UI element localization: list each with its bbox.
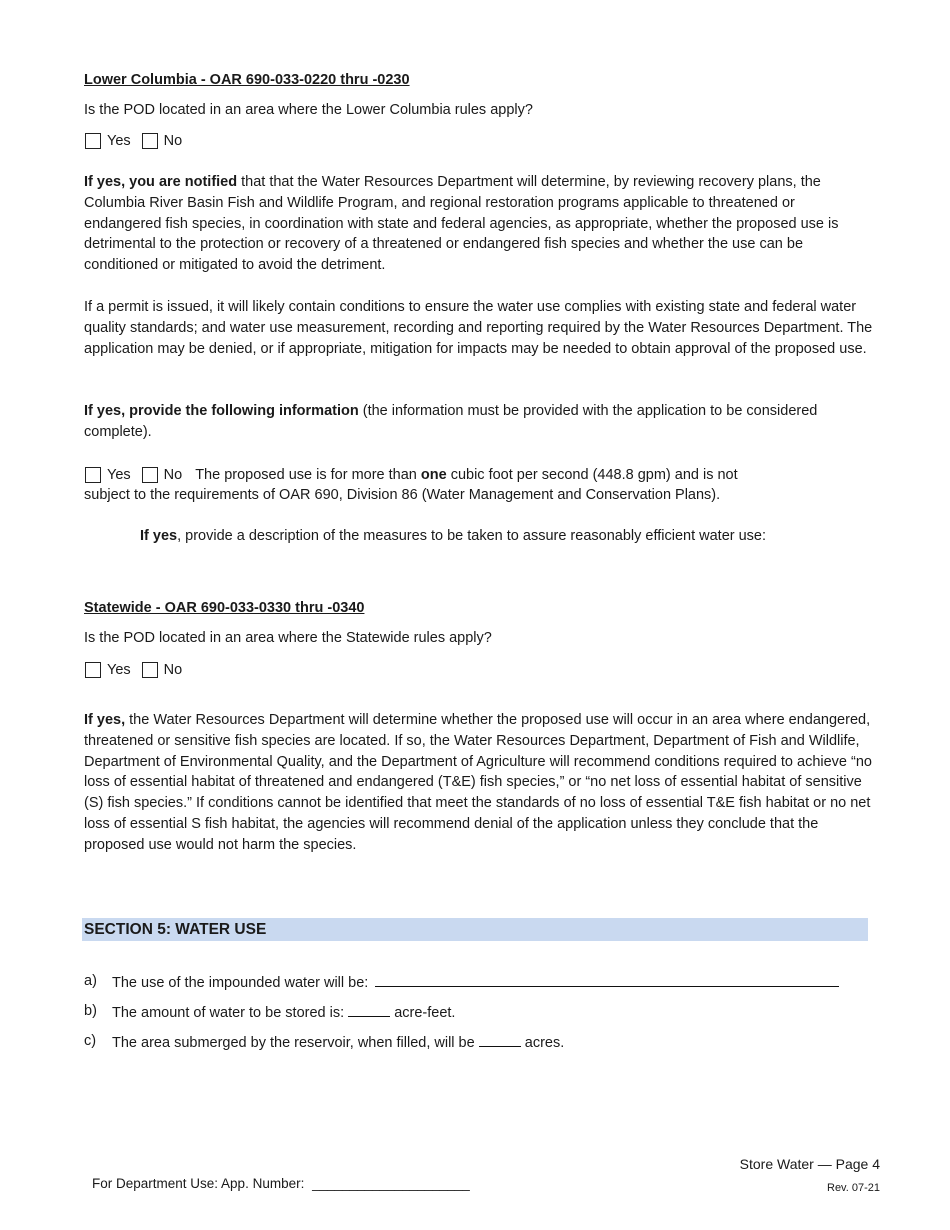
provide-paragraph xyxy=(84,401,874,443)
statewide-yes-label: Yes xyxy=(107,662,131,678)
lower-columbia-yes-label: Yes xyxy=(107,133,131,149)
lower-columbia-yes-checkbox[interactable] xyxy=(85,133,101,149)
page-label: Store Water — Page 4 xyxy=(739,1156,880,1172)
notified-text: that that the Water Resources Department will determine, by reviewing recovery plans, the Columbia River Basin Fish and Wildlife Program, and regional restoration programs applicable to threatened or endangered fish species, in coordination with state and federal agencies, as appropriate, whether the proposed use is detrimental to the protection or recovery of a threatened or endangered fish species and whether the use can be conditioned or mitigated to avoid the detriment. xyxy=(84,174,839,274)
cfs-text-3: subject to the requirements of OAR 690, Division 86 (Water Management and Conservation Plans). xyxy=(84,487,721,503)
statewide-ifyes-bold: If yes, xyxy=(84,712,126,728)
lower-columbia-heading: Lower Columbia - OAR 690-033-0220 thru -0230 xyxy=(84,72,410,88)
notified-paragraph xyxy=(84,172,874,276)
permit-paragraph: If a permit is issued, it will likely contain conditions to ensure the water use complies with existing state and federal water quality standards; and water use measurement, recording and reporting required by the Water Resources Department. The application may be denied, or if appropriate, mitigation for impacts may be needed to obtain approval of the proposed use. xyxy=(84,299,873,357)
revision-label: Rev. 07-21 xyxy=(827,1182,880,1194)
measures-bold: If yes xyxy=(140,528,178,544)
statewide-no-label: No xyxy=(163,662,183,678)
lower-columbia-question: Is the POD located in an area where the Lower Columbia rules apply? xyxy=(84,102,533,118)
impounded-water-use-field[interactable] xyxy=(375,971,839,987)
lower-columbia-no-checkbox[interactable] xyxy=(142,133,158,149)
statewide-no-checkbox[interactable] xyxy=(142,662,158,678)
cfs-bold: one xyxy=(420,467,447,483)
lower-columbia-no-label: No xyxy=(163,133,183,149)
measures-prompt xyxy=(140,526,766,547)
item-b-text: The amount of water to be stored is: xyxy=(112,1005,345,1021)
cfs-no-label: No xyxy=(163,467,183,483)
statewide-ifyes-text: the Water Resources Department will determine whether the proposed use will occur in an area where endangered, threatened or sensitive fish species are located. If so, the Water Resources Department, Department of Fish and Wildlife, Department of Environmental Quality, and the Department of Agriculture will recommend conditions required to achieve “no loss of essential habitat of threatened and endangered (T&E) fish species,” or “no net loss of essential habitat of sensitive (S) fish species.” If conditions cannot be identified that meet the standards of no loss of essential T&E fish habitat or no net loss of essential S fish habitat, the agencies will recommend denial of the application unless they conclude that the proposed use would not harm the species. xyxy=(84,712,872,853)
submerged-area-field[interactable] xyxy=(479,1031,521,1047)
item-b xyxy=(112,1001,455,1024)
app-number-field[interactable]: _____________________ xyxy=(312,1176,470,1191)
statewide-yes-checkbox[interactable] xyxy=(85,662,101,678)
item-c-letter: c) xyxy=(84,1033,97,1049)
item-c xyxy=(112,1031,564,1054)
item-b-suffix: acre-feet. xyxy=(394,1005,456,1021)
cfs-yes-label: Yes xyxy=(107,467,131,483)
cfs-answer-row xyxy=(85,465,738,486)
section-5-title: SECTION 5: WATER USE xyxy=(84,921,267,938)
statewide-question: Is the POD located in an area where the Statewide rules apply? xyxy=(84,630,492,646)
provide-bold: If yes, provide the following information xyxy=(84,403,359,419)
measures-text: , provide a description of the measures to be taken to assure reasonably efficient water use: xyxy=(177,528,767,544)
statewide-answer xyxy=(85,660,193,681)
department-use xyxy=(92,1174,470,1195)
provide-text: (the information must be provided with the application to be considered complete). xyxy=(84,403,818,440)
item-b-letter: b) xyxy=(84,1003,97,1019)
cfs-yes-checkbox[interactable] xyxy=(85,467,101,483)
department-use-label: For Department Use: App. Number: xyxy=(92,1176,305,1191)
statewide-ifyes-paragraph xyxy=(84,710,874,856)
item-a-text: The use of the impounded water will be: xyxy=(112,975,369,991)
cfs-no-checkbox[interactable] xyxy=(142,467,158,483)
item-c-text: The area submerged by the reservoir, when filled, will be xyxy=(112,1035,475,1051)
item-c-suffix: acres. xyxy=(524,1035,565,1051)
notified-bold: If yes, you are notified xyxy=(84,174,238,190)
storage-amount-field[interactable] xyxy=(348,1001,390,1017)
lower-columbia-answer xyxy=(85,131,193,152)
statewide-heading: Statewide - OAR 690-033-0330 thru -0340 xyxy=(84,600,365,616)
item-a xyxy=(112,971,839,994)
cfs-text-2: cubic foot per second (448.8 gpm) and is not xyxy=(446,467,738,483)
cfs-text-1: The proposed use is for more than xyxy=(195,467,421,483)
item-a-letter: a) xyxy=(84,973,97,989)
